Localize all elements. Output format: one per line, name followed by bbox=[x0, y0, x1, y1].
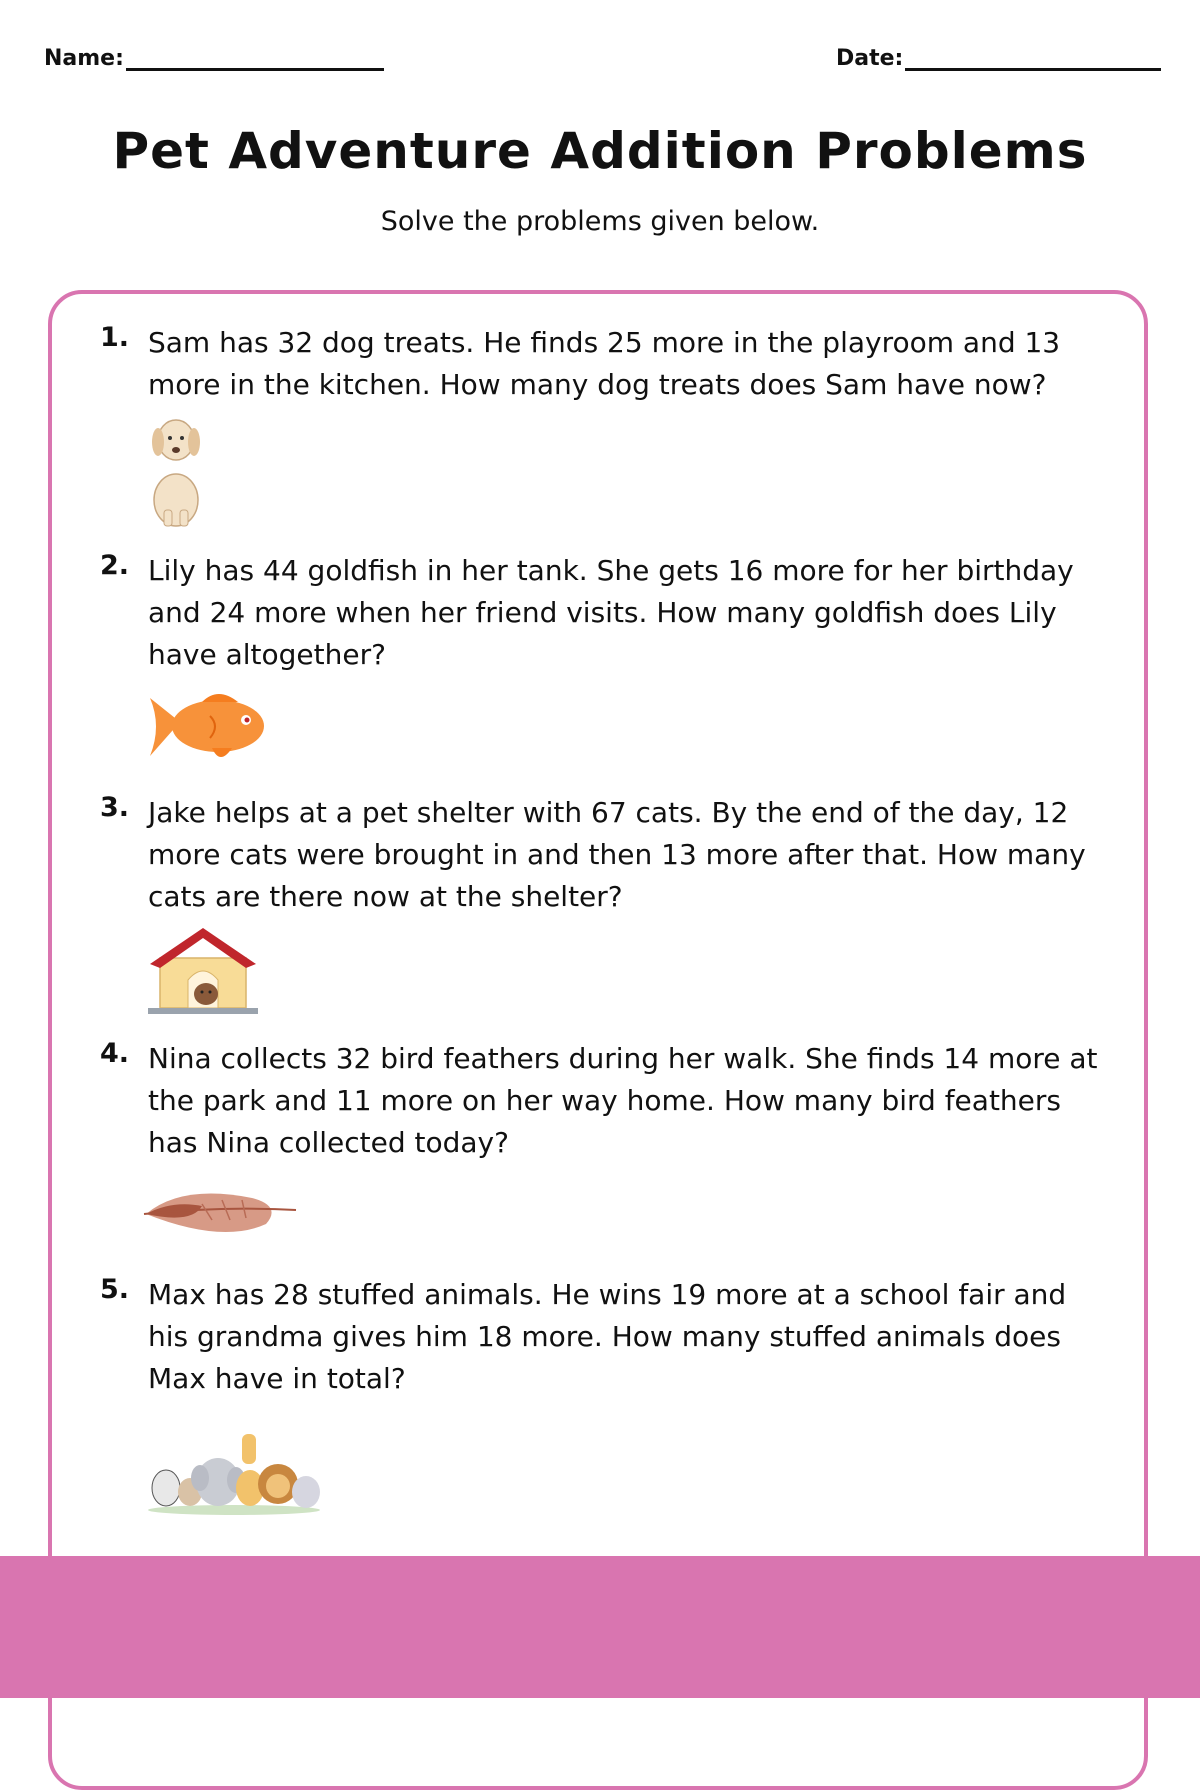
goldfish-icon bbox=[146, 686, 272, 768]
problem-text: Max has 28 stuffed animals. He wins 19 more at a school fair and his grandma gives him 18 more. How many stuffed animals does Max have in total? bbox=[148, 1278, 1067, 1395]
worksheet-title: Pet Adventure Addition Problems bbox=[112, 122, 1088, 180]
problem-number: 5. bbox=[100, 1274, 130, 1305]
problem-text: Nina collects 32 bird feathers during her walk. She finds 14 more at the park and 11 more on her way home. How many bird feathers has Nina collected today? bbox=[148, 1042, 1098, 1159]
stuffed-animals-icon bbox=[146, 1430, 322, 1516]
problem-number: 2. bbox=[100, 550, 130, 581]
problem-text: Jake helps at a pet shelter with 67 cats. By the end of the day, 12 more cats were brought in and then 13 more after that. How many cats are there now at the shelter? bbox=[148, 796, 1086, 913]
problem-number: 4. bbox=[100, 1038, 130, 1069]
date-label: Date: bbox=[836, 46, 904, 71]
problem-text: Sam has 32 dog treats. He finds 25 more in the playroom and 13 more in the kitchen. How many dog treats does Sam have now? bbox=[148, 326, 1061, 401]
problem-number: 1. bbox=[100, 322, 130, 353]
name-blank-line[interactable] bbox=[126, 44, 384, 71]
date-field[interactable] bbox=[836, 44, 1161, 71]
date-blank-line[interactable] bbox=[905, 44, 1161, 71]
problem-text: Lily has 44 goldfish in her tank. She gets 16 more for her birthday and 24 more when her friend visits. How many goldfish does Lily have altogether? bbox=[148, 554, 1074, 671]
footer-band bbox=[0, 1556, 1200, 1698]
name-label: Name: bbox=[44, 46, 124, 71]
doghouse-icon bbox=[146, 924, 260, 1016]
worksheet-subtitle: Solve the problems given below. bbox=[380, 206, 820, 237]
feather-icon bbox=[142, 1184, 298, 1240]
dog-icon bbox=[146, 410, 206, 528]
name-field[interactable] bbox=[44, 44, 384, 71]
problem-number: 3. bbox=[100, 792, 130, 823]
